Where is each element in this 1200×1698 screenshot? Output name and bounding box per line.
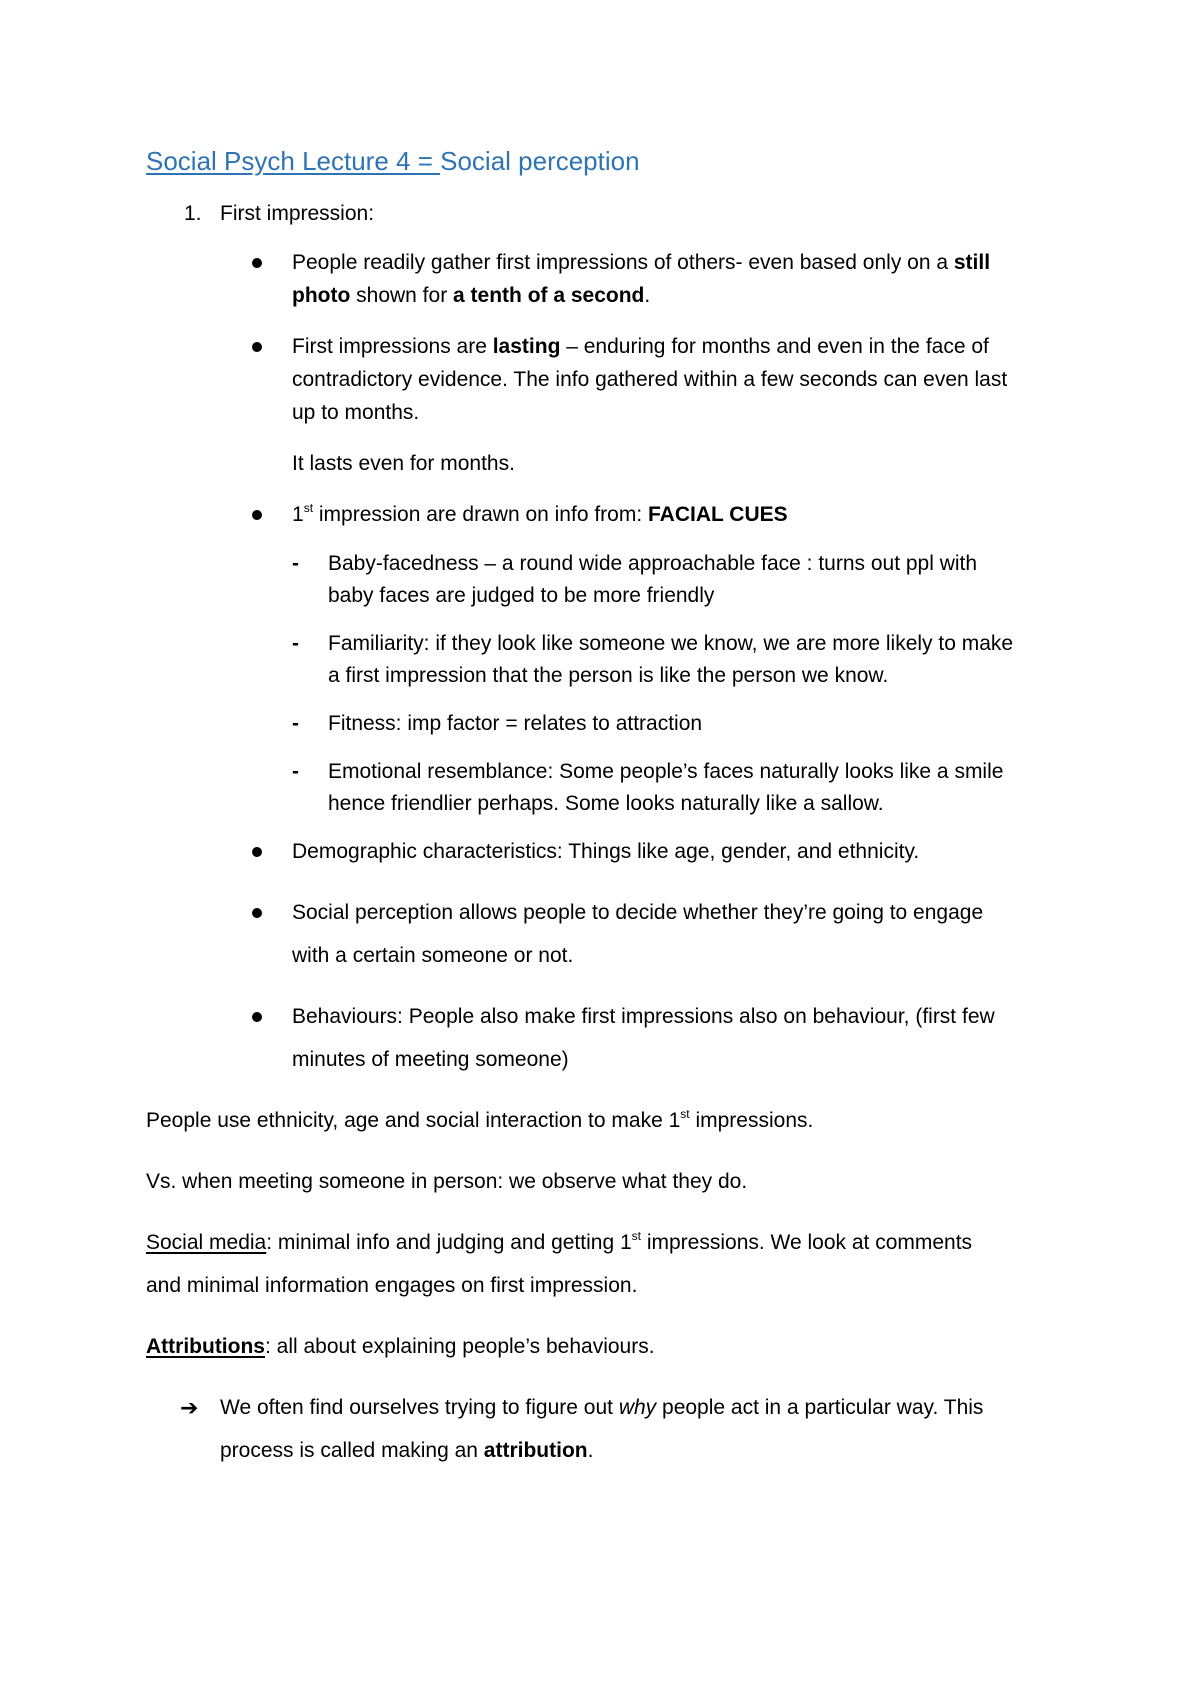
bullet-3-sup: st	[303, 501, 314, 515]
arrow-item-line-2-bold: attribution	[483, 1439, 588, 1462]
dash-marker: -	[292, 552, 299, 575]
bullet-1-text-c: .	[644, 284, 651, 307]
page-title	[146, 146, 640, 177]
arrow-right-icon: ➔	[180, 1395, 199, 1420]
bullet-1-text-a: People readily gather first impressions of others- even based only on a	[292, 251, 954, 274]
bullet-6-line-1: Behaviours: People also make first impressions also on behaviour, (first few	[292, 1005, 995, 1028]
bullet-icon	[252, 1012, 262, 1022]
dash-3-line-1: Fitness: imp factor = relates to attraction	[328, 712, 703, 735]
dash-1-line-2: baby faces are judged to be more friendly	[328, 584, 715, 607]
bullet-5-line-2: with a certain someone or not.	[292, 944, 574, 967]
bullet-2-bold-a: lasting	[492, 335, 561, 358]
arrow-item-line-1	[220, 1392, 983, 1424]
title-part-2: Social perception	[440, 146, 640, 176]
para-3-line-2: and minimal information engages on first impression.	[146, 1274, 638, 1297]
para-1	[146, 1105, 813, 1137]
para-4	[146, 1331, 655, 1363]
bullet-1-bold-b: photo	[292, 284, 351, 307]
bullet-icon	[252, 258, 262, 268]
bullet-4-line-1: Demographic characteristics: Things like age, gender, and ethnicity.	[292, 840, 920, 863]
bullet-icon	[252, 342, 262, 352]
arrow-item-line-2-b: .	[587, 1439, 594, 1462]
bullet-1-bold-a: still	[953, 251, 991, 274]
para-1-text-b: impressions.	[689, 1109, 814, 1132]
bullet-2-line-3: up to months.	[292, 401, 420, 424]
bullet-icon	[252, 908, 262, 918]
bullet-1-text-b: shown for	[350, 284, 454, 307]
para-1-sup: st	[680, 1107, 690, 1121]
bullet-icon	[252, 510, 262, 520]
para-3-sup: st	[631, 1229, 641, 1243]
dash-1-line-1: Baby-facedness – a round wide approachable face : turns out ppl with	[328, 552, 978, 575]
bullet-icon	[252, 847, 262, 857]
bullet-3-text-a: impression are drawn on info from:	[313, 503, 649, 526]
bullet-5-line-1: Social perception allows people to decide whether they’re going to engage	[292, 901, 984, 924]
arrow-item-text-b: people act in a particular way. This	[656, 1396, 984, 1419]
bullet-1-line-2	[292, 280, 650, 312]
bullet-6-line-2: minutes of meeting someone)	[292, 1048, 569, 1071]
bullet-3-num: 1	[292, 503, 304, 526]
title-part-1: Social Psych Lecture 4 =	[146, 146, 441, 176]
para-1-text-a: People use ethnicity, age and social interaction to make 1	[146, 1109, 681, 1132]
dash-marker: -	[292, 760, 299, 783]
arrow-item-line-2	[220, 1435, 593, 1467]
arrow-item-line-2-a: process is called making an	[220, 1439, 484, 1462]
section-heading: First impression:	[220, 202, 375, 225]
arrow-item-text-a: We often find ourselves trying to figure out	[220, 1396, 619, 1419]
bullet-3-line-1	[292, 499, 788, 531]
bullet-2-line-4: It lasts even for months.	[292, 452, 515, 475]
section-number: 1.	[184, 202, 202, 225]
arrow-item-italic: why	[618, 1396, 657, 1419]
dash-4-line-1: Emotional resemblance: Some people’s faces naturally looks like a smile	[328, 760, 1004, 783]
bullet-2-line-1	[292, 331, 989, 363]
dash-2-line-1: Familiarity: if they look like someone we know, we are more likely to make	[328, 632, 1014, 655]
para-2: Vs. when meeting someone in person: we observe what they do.	[146, 1170, 748, 1193]
bullet-3-bold-a: FACIAL CUES	[648, 503, 788, 526]
bullet-1-bold-c: a tenth of a second	[453, 284, 645, 307]
bullet-2-line-2: contradictory evidence. The info gathered within a few seconds can even last	[292, 368, 1008, 391]
dash-2-line-2: a first impression that the person is like the person we know.	[328, 664, 889, 687]
para-3-text-a: : minimal info and judging and getting 1	[266, 1231, 632, 1254]
para-4-text: : all about explaining people’s behaviours.	[264, 1335, 655, 1358]
dash-marker: -	[292, 712, 299, 735]
para-3-underline: Social media	[146, 1231, 267, 1254]
dash-marker: -	[292, 632, 299, 655]
para-3-text-b: impressions. We look at comments	[641, 1231, 973, 1254]
bullet-2-text-b: – enduring for months and even in the face of	[560, 335, 989, 358]
para-4-underline-bold: Attributions	[146, 1335, 265, 1358]
para-3-line-1	[146, 1227, 972, 1259]
bullet-2-text-a: First impressions are	[292, 335, 493, 358]
bullet-1-line-1	[292, 247, 990, 279]
dash-4-line-2: hence friendlier perhaps. Some looks naturally like a sallow.	[328, 792, 884, 815]
